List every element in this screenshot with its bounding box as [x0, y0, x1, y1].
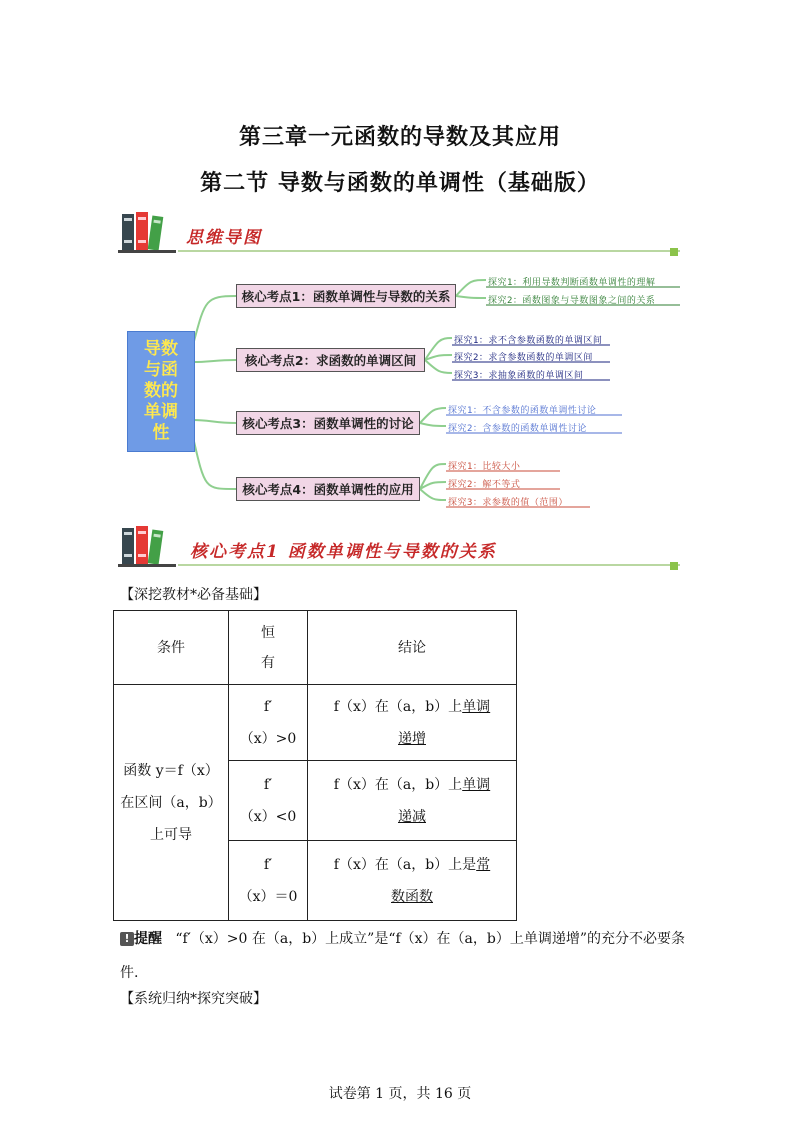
derivative-line: f′ — [263, 856, 273, 873]
books-icon — [118, 522, 176, 568]
derivative-cell — [229, 761, 308, 841]
condition-table — [113, 610, 517, 921]
center-line: 数的 — [144, 381, 178, 401]
mindmap-node-4: 核心考点4：函数单调性的应用 — [236, 477, 420, 501]
basics-label: 【深挖教材*必备基础】 — [120, 587, 267, 603]
mindmap-center — [127, 331, 195, 452]
result-underline: 数函数 — [391, 888, 433, 905]
result-underline: 单调 — [462, 776, 491, 793]
condition-line: 在区间（a，b） — [120, 794, 222, 811]
summary-label: 【系统归纳*探究突破】 — [120, 991, 267, 1007]
section-title: 第二节 导数与函数的单调性（基础版） — [200, 170, 600, 196]
result-underline: 递增 — [398, 730, 426, 747]
table-row — [114, 685, 517, 761]
derivative-line: f′ — [263, 776, 273, 793]
mindmap-leaf: 探究2：含参数的函数单调性讨论 — [448, 424, 587, 434]
mindmap-leaf: 探究3：求参数的值（范围） — [448, 498, 568, 508]
header-cell: 条件 — [114, 611, 229, 685]
page-footer: 试卷第 1 页，共 16 页 — [328, 1086, 472, 1102]
section1-heading: 核心考点1 函数单调性与导数的关系 — [190, 542, 497, 562]
result-underline: 单调 — [462, 698, 491, 715]
mindmap-leaf: 探究1：求不含参数函数的单调区间 — [454, 336, 603, 346]
mindmap-leaf: 探究1：比较大小 — [448, 462, 521, 472]
result-cell — [308, 841, 517, 921]
result-cell — [308, 761, 517, 841]
center-line: 单调 — [144, 402, 178, 422]
result-text: f（x）在（a，b）上 — [333, 698, 463, 715]
header-cell: 结论 — [308, 611, 517, 685]
mindmap-leaf: 探究2：解不等式 — [448, 480, 521, 490]
center-line: 与函 — [144, 360, 178, 380]
header-cell — [229, 611, 308, 685]
condition-line: 函数 y＝f（x） — [123, 762, 219, 779]
derivative-line: f′ — [263, 698, 273, 715]
chapter-title: 第三章一元函数的导数及其应用 — [238, 124, 561, 150]
derivative-cell — [229, 841, 308, 921]
result-text: f（x）在（a，b）上 — [333, 776, 463, 793]
alert-icon: ! — [120, 932, 134, 946]
result-underline: 递减 — [398, 808, 426, 825]
mindmap-leaf: 探究2：求含参数函数的单调区间 — [454, 353, 593, 363]
mindmap-leaf: 探究1：不含参数的函数单调性讨论 — [448, 406, 597, 416]
mindmap-leaf: 探究3：求抽象函数的单调区间 — [454, 371, 584, 381]
mindmap-node-3: 核心考点3：函数单调性的讨论 — [236, 411, 420, 435]
section1-header — [118, 522, 680, 570]
derivative-line: （x）＝0 — [238, 888, 298, 905]
result-cell — [308, 685, 517, 761]
tip-label: 提醒 — [134, 931, 162, 947]
mindmap-leaf: 探究1：利用导数判断函数单调性的理解 — [488, 278, 656, 288]
center-line: 导数 — [144, 339, 178, 359]
tip-paragraph — [120, 922, 690, 990]
condition-cell — [114, 685, 229, 921]
derivative-line: （x）<0 — [239, 808, 297, 825]
table-header-row — [114, 611, 517, 685]
condition-line: 上可导 — [150, 826, 192, 843]
mindmap-node-1: 核心考点1：函数单调性与导数的关系 — [236, 284, 456, 308]
tip-text: “f′（x）>0 在（a，b）上成立”是“f（x）在（a，b）上单调递增”的充分不必要条件. — [120, 931, 686, 981]
mindmap-node-2: 核心考点2：求函数的单调区间 — [236, 348, 425, 372]
result-text: f（x）在（a，b）上是 — [333, 856, 477, 873]
mindmap-leaf: 探究2：函数图象与导数图象之间的关系 — [488, 296, 656, 306]
header-text: 恒 有 — [261, 624, 275, 671]
mindmap-heading: 思维导图 — [186, 228, 262, 248]
center-line: 性 — [152, 423, 170, 443]
result-underline: 常 — [476, 856, 491, 873]
derivative-line: （x）>0 — [239, 730, 297, 747]
derivative-cell — [229, 685, 308, 761]
